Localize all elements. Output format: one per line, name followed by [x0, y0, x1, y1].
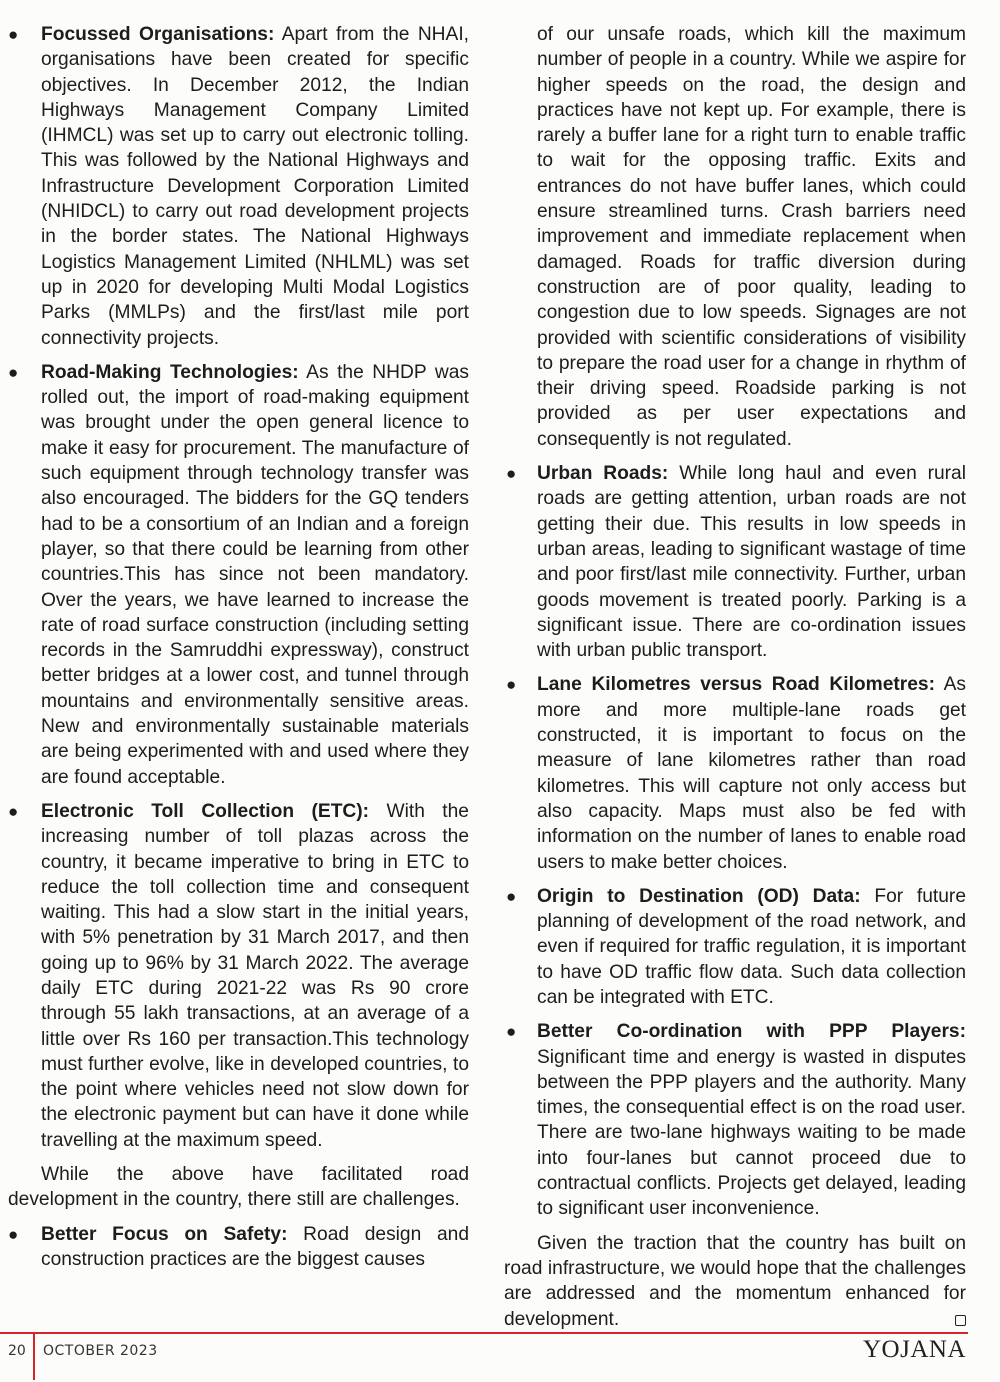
- bullet-text: As more and more multiple-lane roads get constructed, it is important to focus on the measure of lane kilometres rather than road kilometres. This will capture not only access but also capacity. Maps must also be fed with information on the number of lanes to enable road users to make better choices.: [537, 674, 966, 873]
- bullet-dot: ●: [8, 362, 19, 382]
- bullet-heading: Origin to Destination (OD) Data:: [537, 885, 861, 907]
- end-of-article-icon: [955, 1315, 966, 1326]
- bullet-heading: Focussed Organisations:: [41, 24, 275, 45]
- bullet-text: Apart from the NHAI, organisations have been created for specific objectives. In December 2012, the Indian Highways Management Company Limited (IHMCL) was set up to carry out electronic tolling. This was followed by the National Highways and Infrastructure Development Corporation Limited (NHIDCL) to carry out road development projects in the border states. The National Highways Logistics Management Limited (NHLML) was set up in 2020 for developing Multi Modal Logistics Parks (MMLPs) and the first/last mile port connectivity projects.: [41, 24, 469, 349]
- bullet-text: Significant time and energy is wasted in disputes between the PPP players and the authority. Many times, the consequential effect is on the road user. There are two-lane highways waiting to be made into four-lanes but cannot proceed due to contractual conflicts. Projects get delayed, leading to significant user inconvenience.: [537, 1046, 966, 1220]
- bullet-text: As the NHDP was rolled out, the import of road-making equipment was brought under the open general licence to make it easy for procurement. The manufacture of such equipment through technology transfer was also encouraged. The bidders for the GQ tenders had to be a consortium of an Indian and a foreign player, so that there could be learning from other countries.This has since not been mandatory. Over the years, we have learned to increase the rate of road surface construction (including setting records in the Samruddhi expressway), construct better bridges at a lower cost, and tunnel through mountains and environmentally sensitive areas. New and environmentally sustainable materials are being experimented with and used where they are found acceptable.: [41, 361, 469, 788]
- bullet-electronic-toll-collection: [8, 799, 469, 1153]
- closing-paragraph: [504, 1231, 966, 1332]
- bullet-heading: Urban Roads:: [537, 463, 669, 485]
- bullet-ppp-coordination: [504, 1019, 966, 1221]
- right-bullet-list: [504, 461, 966, 1222]
- magazine-brand: YOJANA: [863, 1336, 966, 1363]
- bullet-heading: Lane Kilometres versus Road Kilometres:: [537, 674, 935, 696]
- bullet-dot: ●: [506, 886, 517, 906]
- bullet-heading: Better Co-ordination with PPP Players:: [537, 1021, 966, 1043]
- bullet-dot: ●: [506, 1022, 517, 1042]
- left-column: [8, 22, 469, 1281]
- safety-continuation: of our unsafe roads, which kill the maximum number of people in a country. While we aspire for higher speeds on the road, the design and practices have not kept up. For example, there is rarely a buffer lane for a right turn to enable traffic to wait for the opposing traffic. Exits and entrances do not have buffer lanes, which could ensure streamlined turns. Crash barriers need improvement and immediate replacement when damaged. Roads for traffic diversion during construction are of poor quality, leading to congestion due to low speeds. Signages are not provided with scientific considerations of visibility to prepare the road user for a change in rhythm of their driving speed. Roadside parking is not provided as per user expectations and consequently is not regulated.: [537, 24, 966, 450]
- left-bullet-list: [8, 22, 469, 1153]
- bullet-heading: Electronic Toll Collection (ETC):: [41, 800, 370, 822]
- bullet-od-data: [504, 884, 966, 1010]
- footer-rule: [0, 1332, 968, 1334]
- challenges-paragraph: While the above have facilitated road development in the country, there still are challenges.: [8, 1164, 469, 1211]
- bullet-dot: ●: [8, 25, 19, 44]
- bullet-text: While long haul and even rural roads are getting attention, urban roads are not getting their due. This results in low speeds in urban areas, leading to significant wastage of time and poor first/last mile connectivity. Further, urban goods movement is treated poorly. Parking is a significant issue. There are co-ordination issues with urban public transport.: [537, 463, 966, 662]
- bullet-road-making-technologies: [8, 360, 469, 790]
- right-column: [504, 22, 966, 1341]
- bullet-dot: ●: [506, 675, 517, 695]
- bullet-heading: Road-Making Technologies:: [41, 361, 299, 383]
- closing-text: Given the traction that the country has built on road infrastructure, we would hope that the challenges are addressed and the momentum enhanced for development.: [504, 1232, 966, 1330]
- bullet-focussed-organisations: [8, 22, 469, 351]
- footer-divider: [33, 1332, 35, 1380]
- bullet-heading: Better Focus on Safety:: [41, 1223, 288, 1245]
- bullet-urban-roads: [504, 461, 966, 663]
- bullet-text: With the increasing number of toll plazas across the country, it became imperative to bring in ETC to reduce the toll collection time and consequent waiting. This had a slow start in the initial years, with 5% penetration by 31 March 2017, and then going up to 96% by 31 March 2022. The average daily ETC during 2021-22 was Rs 90 crore through 55 lakh transactions, at an average of a little over Rs 160 per transaction.This technology must further evolve, like in developed countries, to the point where vehicles need not slow down for the electronic payment but can have it done while travelling at the maximum speed.: [41, 800, 469, 1151]
- left-bullet-list-2: [8, 1222, 469, 1273]
- issue-date: OCTOBER 2023: [43, 1343, 158, 1359]
- bullet-text: Road design and construction practices are the biggest causes: [41, 1223, 469, 1270]
- bullet-text: For future planning of development of the road network, and even if required for traffic regulation, it is important to have OD traffic flow data. Such data collection can be integrated with ETC.: [537, 885, 966, 1008]
- bullet-dot: ●: [8, 1224, 19, 1244]
- page-number: 20: [8, 1343, 26, 1359]
- bullet-better-focus-on-safety: [8, 1222, 469, 1273]
- bullet-dot: ●: [8, 801, 19, 821]
- bullet-dot: ●: [506, 464, 517, 484]
- bullet-lane-kilometres: [504, 672, 966, 874]
